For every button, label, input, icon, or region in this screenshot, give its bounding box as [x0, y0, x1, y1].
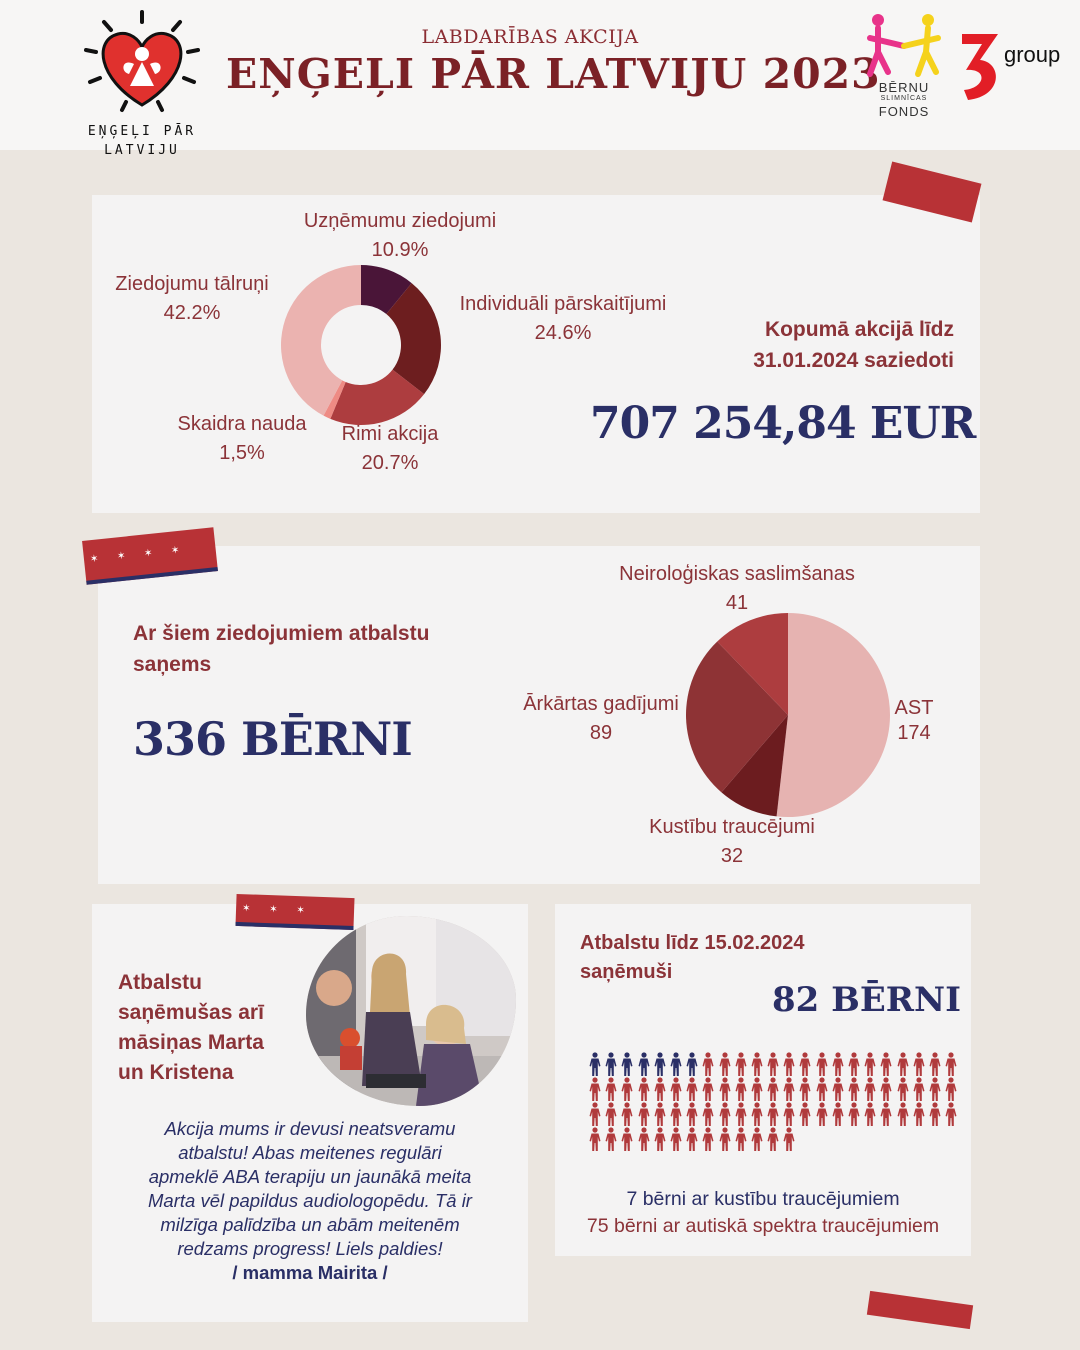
tv3-logo-icon	[958, 30, 1004, 102]
person-icon	[604, 1127, 618, 1152]
person-icon	[734, 1127, 748, 1152]
pie-slice-0	[777, 613, 890, 817]
pie-label-ast-value: 174	[897, 722, 931, 744]
donut-label-talruni	[100, 270, 284, 328]
logo-bsf-line3: FONDS	[878, 104, 930, 119]
donut-label-skaidra-value: 1,5%	[219, 442, 265, 464]
person-icon	[669, 1102, 683, 1127]
person-icon	[604, 1102, 618, 1127]
person-icon	[718, 1077, 732, 1102]
person-icon	[701, 1052, 715, 1077]
pie-label-neiro	[606, 560, 868, 618]
children-figures-icon	[864, 12, 944, 80]
logo-engeli-line1: EŅĢEĻI PĀR	[87, 124, 197, 139]
person-icon	[588, 1077, 602, 1102]
total-label-line1: Kopumā akcijā līdz	[764, 318, 954, 341]
person-icon	[863, 1102, 877, 1127]
tape-decoration-stars-2	[235, 894, 354, 930]
person-icon	[847, 1052, 861, 1077]
story-quote-line4: Marta vēl papildus audiologopēdu. Tā ir	[148, 1190, 472, 1211]
person-icon	[896, 1052, 910, 1077]
person-icon	[669, 1077, 683, 1102]
story-quote-line2: atbalstu! Abas meitenes regulāri	[178, 1142, 442, 1163]
logo-engeli	[82, 10, 202, 160]
person-icon	[831, 1052, 845, 1077]
received-legend	[560, 1186, 966, 1240]
person-icon	[750, 1127, 764, 1152]
donut-label-talruni-value: 42.2%	[163, 302, 221, 324]
person-icon	[620, 1127, 634, 1152]
person-icon	[815, 1077, 829, 1102]
person-icon	[944, 1102, 958, 1127]
person-icon	[685, 1077, 699, 1102]
person-icon	[879, 1052, 893, 1077]
person-icon	[653, 1077, 667, 1102]
person-icon	[620, 1052, 634, 1077]
person-icon	[879, 1102, 893, 1127]
person-icon	[798, 1052, 812, 1077]
donut-label-rimi-name: Rimi akcija	[341, 423, 439, 445]
pie-label-ast	[886, 696, 942, 746]
person-icon	[685, 1052, 699, 1077]
logo-bsf-line2: SLIMNĪCAS	[880, 95, 928, 102]
total-amount: 707 254,84 EUR	[590, 398, 976, 449]
person-icon	[750, 1052, 764, 1077]
person-icon	[766, 1127, 780, 1152]
pie-label-ast-name: AST	[894, 697, 934, 719]
total-label	[680, 314, 954, 376]
person-icon	[637, 1052, 651, 1077]
person-icon	[604, 1052, 618, 1077]
person-icon	[685, 1127, 699, 1152]
children-pictogram	[588, 1052, 968, 1152]
story-signature: / mamma Mairita /	[232, 1262, 388, 1283]
tape-stars-2: ✶ ✶ ✶	[241, 903, 313, 917]
person-icon	[863, 1052, 877, 1077]
person-icon	[766, 1052, 780, 1077]
person-icon	[896, 1102, 910, 1127]
person-icon	[831, 1077, 845, 1102]
person-icon	[766, 1102, 780, 1127]
pie-label-neiro-name: Neiroloģiskas saslimšanas	[619, 563, 855, 585]
person-icon	[653, 1052, 667, 1077]
beneficiaries-heading-line2: saņems	[133, 653, 212, 676]
beneficiaries-pie-chart	[683, 610, 893, 820]
logo-engeli-line2: LATVIJU	[104, 143, 180, 158]
beneficiaries-heading	[133, 618, 493, 680]
story-quote-line5: milzīga palīdzība un abām meitenēm	[160, 1214, 460, 1235]
person-icon	[896, 1077, 910, 1102]
donut-label-uznemumu-value: 10.9%	[371, 239, 429, 261]
person-icon	[637, 1102, 651, 1127]
person-icon	[928, 1052, 942, 1077]
logo-bsf-line1: BĒRNU	[878, 80, 930, 95]
header-kicker: LABDARĪBAS AKCIJA	[421, 26, 639, 48]
story-heading-line2: saņēmušas arī	[118, 1001, 264, 1024]
pie-label-neiro-value: 41	[725, 592, 749, 614]
logo-tv3-text: group	[1004, 42, 1061, 67]
story-heading-line1: Atbalstu	[118, 971, 202, 994]
story-quote-line3: apmeklē ABA terapiju un jaunākā meita	[148, 1166, 472, 1187]
story-heading-line3: māsiņas Marta	[118, 1031, 264, 1054]
donut-label-talruni-name: Ziedojumu tālruņi	[115, 273, 269, 295]
story-quote-line1: Akcija mums ir devusi neatsveramu	[164, 1118, 456, 1139]
person-icon	[766, 1077, 780, 1102]
person-icon	[734, 1102, 748, 1127]
donut-label-uznemumu-name: Uzņēmumu ziedojumi	[303, 210, 497, 232]
pie-label-kustibu-name: Kustību traucējumi	[649, 816, 815, 838]
person-icon	[718, 1127, 732, 1152]
person-icon	[701, 1127, 715, 1152]
person-icon	[912, 1052, 926, 1077]
person-icon	[798, 1077, 812, 1102]
person-icon	[701, 1077, 715, 1102]
person-icon	[588, 1052, 602, 1077]
person-icon	[928, 1102, 942, 1127]
received-heading-line2: saņēmuši	[580, 961, 673, 983]
total-label-line2: 31.01.2024 saziedoti	[753, 349, 954, 372]
pie-label-kustibu-value: 32	[720, 845, 744, 867]
donut-label-individuali-name: Individuāli pārskaitījumi	[459, 293, 667, 315]
person-icon	[588, 1127, 602, 1152]
pie-label-kustibu	[638, 813, 826, 871]
beneficiaries-heading-line1: Ar šiem ziedojumiem atbalstu	[133, 622, 430, 645]
person-icon	[750, 1102, 764, 1127]
heart-angel-icon	[82, 10, 202, 120]
person-icon	[912, 1102, 926, 1127]
person-icon	[863, 1077, 877, 1102]
person-icon	[637, 1127, 651, 1152]
tape-decoration-bottom	[867, 1291, 973, 1329]
person-icon	[831, 1102, 845, 1127]
person-icon	[669, 1127, 683, 1152]
page-title: EŅĢEĻI PĀR LATVIJU 2023	[226, 50, 881, 98]
person-icon	[944, 1077, 958, 1102]
person-icon	[879, 1077, 893, 1102]
beneficiaries-count: 336 BĒRNI	[133, 712, 412, 766]
person-icon	[912, 1077, 926, 1102]
logo-bernu-slimnicas-fonds	[864, 12, 944, 122]
person-icon	[701, 1102, 715, 1127]
received-count: 82 BĒRNI	[772, 980, 962, 1020]
person-icon	[588, 1102, 602, 1127]
received-legend-line1: 7 bērni ar kustību traucējumiem	[626, 1188, 900, 1210]
person-icon	[798, 1102, 812, 1127]
person-icon	[685, 1102, 699, 1127]
person-icon	[750, 1077, 764, 1102]
person-icon	[782, 1052, 796, 1077]
donut-label-uznemumu	[286, 207, 514, 265]
person-icon	[620, 1102, 634, 1127]
person-icon	[782, 1077, 796, 1102]
donut-label-skaidra	[168, 410, 316, 468]
story-quote	[100, 1117, 520, 1285]
person-icon	[847, 1077, 861, 1102]
person-icon	[815, 1052, 829, 1077]
person-icon	[734, 1052, 748, 1077]
story-heading-line4: un Kristena	[118, 1061, 234, 1084]
story-photo	[306, 916, 516, 1106]
person-icon	[637, 1077, 651, 1102]
donut-label-rimi	[330, 420, 450, 478]
story-heading	[118, 968, 298, 1088]
pie-label-arkartas-value: 89	[589, 722, 613, 744]
logo-tv3-group	[958, 30, 1068, 110]
person-icon	[782, 1102, 796, 1127]
pie-label-arkartas	[514, 690, 688, 748]
donut-label-individuali	[440, 290, 686, 348]
person-icon	[782, 1127, 796, 1152]
person-icon	[669, 1052, 683, 1077]
person-icon	[734, 1077, 748, 1102]
person-icon	[928, 1077, 942, 1102]
girls-photo-icon	[306, 916, 516, 1106]
donut-label-rimi-value: 20.7%	[361, 452, 419, 474]
tape-stars: ✶ ✶ ✶ ✶	[89, 544, 188, 566]
person-icon	[653, 1102, 667, 1127]
person-icon	[718, 1052, 732, 1077]
person-icon	[815, 1102, 829, 1127]
person-icon	[847, 1102, 861, 1127]
donut-label-individuali-value: 24.6%	[534, 322, 592, 344]
person-icon	[944, 1052, 958, 1077]
received-legend-line2: 75 bērni ar autiskā spektra traucējumiem	[586, 1215, 940, 1237]
person-icon	[620, 1077, 634, 1102]
received-heading	[580, 929, 880, 987]
person-icon	[653, 1127, 667, 1152]
received-heading-line1: Atbalstu līdz 15.02.2024	[580, 932, 805, 954]
pie-label-arkartas-name: Ārkārtas gadījumi	[523, 693, 679, 715]
donut-label-skaidra-name: Skaidra nauda	[177, 413, 307, 435]
story-quote-line6: redzams progress! Liels paldies!	[177, 1238, 443, 1259]
person-icon	[604, 1077, 618, 1102]
person-icon	[718, 1102, 732, 1127]
